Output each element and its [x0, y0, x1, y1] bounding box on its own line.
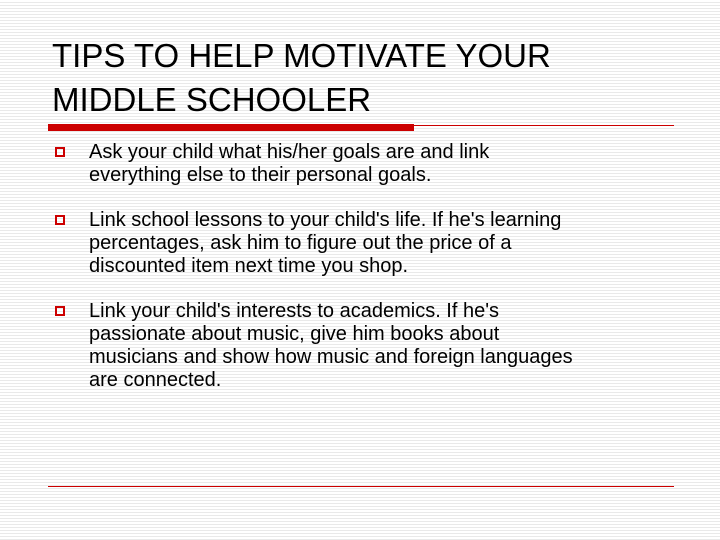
bullet-1-line-2: everything else to their personal goals. — [89, 164, 432, 186]
bullet-2-line-2: percentages, ask him to figure out the price of a — [89, 232, 512, 254]
bullet-3-line-4: are connected. — [89, 369, 222, 391]
bullet-item-3 — [55, 300, 675, 392]
bullet-3-line-1: Link your child's interests to academics. If he's — [89, 300, 500, 322]
hollow-square-bullet-icon — [55, 147, 65, 157]
title-underline-thin — [414, 125, 674, 126]
bullet-3-line-3: musicians and show how music and foreign languages — [89, 346, 573, 368]
bullet-2-line-3: discounted item next time you shop. — [89, 255, 409, 277]
bullet-item-1 — [55, 141, 675, 187]
hollow-square-bullet-icon — [55, 306, 65, 316]
hollow-square-bullet-icon — [55, 215, 65, 225]
title-underline-thick — [48, 124, 414, 131]
bullet-1-line-1: Ask your child what his/her goals are and link — [89, 141, 490, 163]
slide-title-line-2: MIDDLE SCHOOLER — [52, 81, 372, 118]
bullet-3-line-2: passionate about music, give him books about — [89, 323, 500, 345]
bullet-list — [55, 141, 675, 414]
footer-rule — [48, 486, 674, 487]
slide-title — [52, 34, 672, 122]
bullet-2-line-1: Link school lessons to your child's life. If he's learning — [89, 209, 562, 231]
slide-title-line-1: TIPS TO HELP MOTIVATE YOUR — [52, 37, 551, 74]
bullet-item-2 — [55, 209, 675, 278]
